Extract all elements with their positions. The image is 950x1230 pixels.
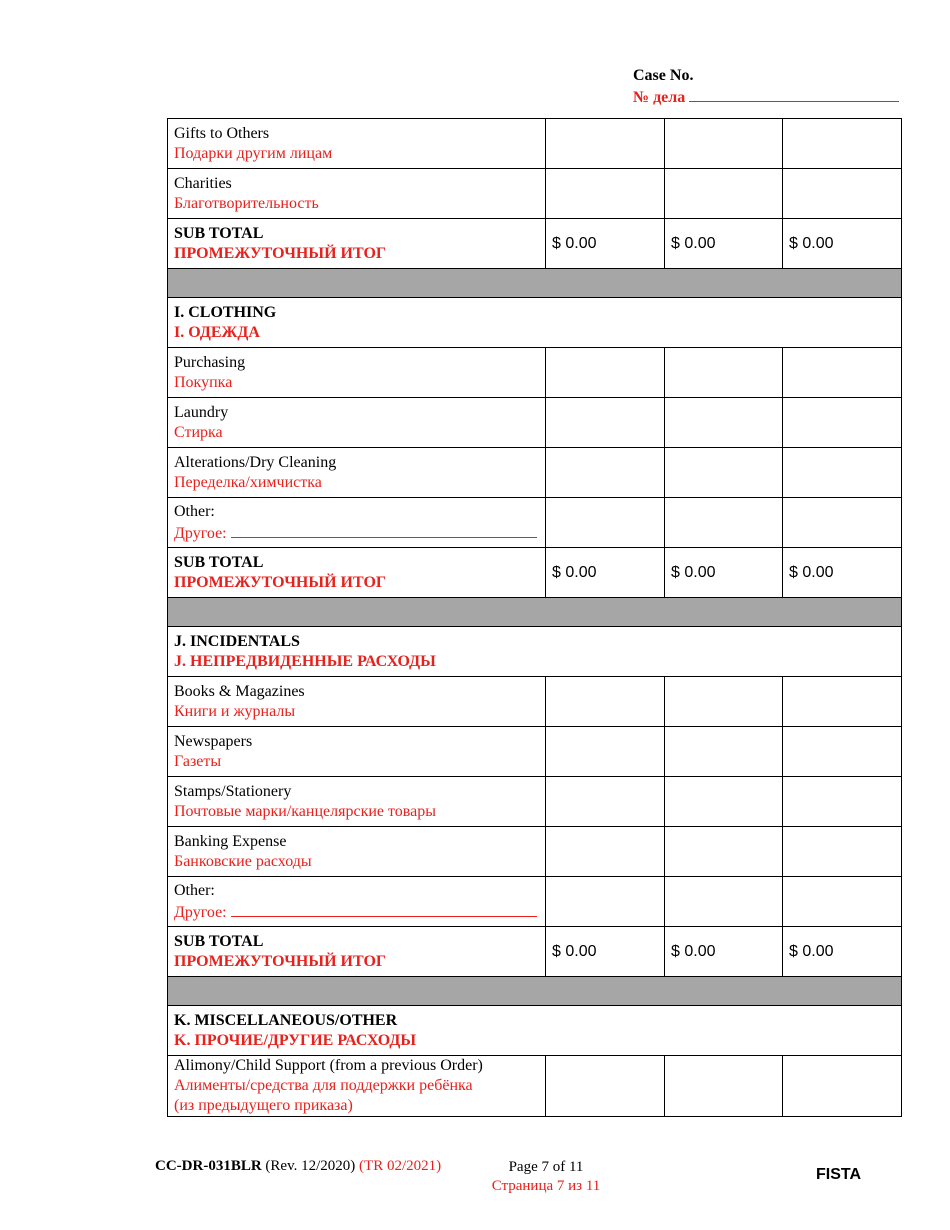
amount-cell[interactable]: [665, 348, 783, 398]
table-row: Books & Magazines Книги и журналы: [168, 677, 902, 727]
table-row: Newspapers Газеты: [168, 727, 902, 777]
amount-cell[interactable]: [783, 348, 902, 398]
subtotal-row: SUB TOTAL ПРОМЕЖУТОЧНЫЙ ИТОГ $ 0.00 $ 0.00 $ 0.00: [168, 219, 902, 269]
amount-cell[interactable]: [546, 777, 665, 827]
subtotal-amount: $ 0.00: [546, 548, 665, 598]
case-no-label: Case No.: [633, 67, 694, 84]
form-code: CC-DR-031BLR (Rev. 12/2020) (TR 02/2021): [155, 1158, 442, 1174]
amount-cell[interactable]: [546, 348, 665, 398]
amount-cell[interactable]: [665, 777, 783, 827]
amount-cell[interactable]: [665, 398, 783, 448]
expense-table: [167, 118, 902, 1117]
amount-cell[interactable]: [665, 677, 783, 727]
section-header-row: K. MISCELLANEOUS/OTHER K. ПРОЧИЕ/ДРУГИЕ РАСХОДЫ: [168, 1006, 902, 1056]
amount-cell[interactable]: [783, 727, 902, 777]
amount-cell[interactable]: [546, 398, 665, 448]
section-header-row: I. CLOTHING I. ОДЕЖДА: [168, 298, 902, 348]
amount-cell[interactable]: [665, 448, 783, 498]
case-no-label-ru: № дела: [633, 89, 686, 106]
section-header-row: J. INCIDENTALS J. НЕПРЕДВИДЕННЫЕ РАСХОДЫ: [168, 627, 902, 677]
subtotal-amount: $ 0.00: [665, 219, 783, 269]
amount-cell[interactable]: [783, 398, 902, 448]
case-number-field[interactable]: [689, 86, 899, 102]
amount-cell[interactable]: [783, 498, 902, 548]
separator-row: [168, 598, 902, 627]
table-row: Laundry Стирка: [168, 398, 902, 448]
amount-cell[interactable]: [546, 677, 665, 727]
section-title: I. CLOTHING: [174, 303, 277, 321]
subtotal-amount: $ 0.00: [665, 927, 783, 977]
amount-cell[interactable]: [783, 448, 902, 498]
page-number: Page 7 of 11 Страница 7 из 11: [491, 1159, 601, 1194]
separator-row: [168, 977, 902, 1006]
amount-cell[interactable]: [546, 498, 665, 548]
subtotal-amount: $ 0.00: [546, 219, 665, 269]
amount-cell[interactable]: [665, 119, 783, 169]
amount-cell[interactable]: [783, 119, 902, 169]
amount-cell[interactable]: [783, 677, 902, 727]
table-row: Purchasing Покупка: [168, 348, 902, 398]
amount-cell[interactable]: [665, 498, 783, 548]
subtotal-amount: $ 0.00: [783, 219, 902, 269]
subtotal-row: SUB TOTAL ПРОМЕЖУТОЧНЫЙ ИТОГ $ 0.00 $ 0.00 $ 0.00: [168, 927, 902, 977]
table-row: Alterations/Dry Cleaning Переделка/химчистка: [168, 448, 902, 498]
subtotal-amount: $ 0.00: [783, 927, 902, 977]
amount-cell[interactable]: [783, 827, 902, 877]
amount-cell[interactable]: [665, 727, 783, 777]
separator-row: [168, 269, 902, 298]
amount-cell[interactable]: [783, 877, 902, 927]
amount-cell[interactable]: [546, 169, 665, 219]
amount-cell[interactable]: [665, 827, 783, 877]
amount-cell[interactable]: [783, 169, 902, 219]
amount-cell[interactable]: [546, 1056, 665, 1117]
amount-cell[interactable]: [546, 727, 665, 777]
table-row: Stamps/Stationery Почтовые марки/канцелярские товары: [168, 777, 902, 827]
amount-cell[interactable]: [665, 1056, 783, 1117]
amount-cell[interactable]: [546, 827, 665, 877]
fista-label: FISTA: [816, 1166, 862, 1183]
table-row: Alimony/Child Support (from a previous Order) Алименты/средства для поддержки ребёнка (из предыдущего приказа): [168, 1056, 902, 1117]
table-row: Banking Expense Банковские расходы: [168, 827, 902, 877]
table-row: Gifts to Others Подарки другим лицам: [168, 119, 902, 169]
subtotal-row: SUB TOTAL ПРОМЕЖУТОЧНЫЙ ИТОГ $ 0.00 $ 0.00 $ 0.00: [168, 548, 902, 598]
case-number-header: [633, 66, 899, 108]
amount-cell[interactable]: [783, 1056, 902, 1117]
amount-cell[interactable]: [783, 777, 902, 827]
section-title: J. INCIDENTALS: [174, 632, 300, 650]
table-row: Other: Другое:: [168, 498, 902, 548]
amount-cell[interactable]: [546, 119, 665, 169]
subtotal-amount: $ 0.00: [665, 548, 783, 598]
table-row: Charities Благотворительность: [168, 169, 902, 219]
amount-cell[interactable]: [546, 448, 665, 498]
other-description-field[interactable]: [231, 522, 537, 538]
subtotal-amount: $ 0.00: [546, 927, 665, 977]
amount-cell[interactable]: [665, 877, 783, 927]
subtotal-amount: $ 0.00: [783, 548, 902, 598]
amount-cell[interactable]: [665, 169, 783, 219]
section-title: K. MISCELLANEOUS/OTHER: [174, 1011, 398, 1029]
other-description-field[interactable]: [231, 901, 537, 917]
amount-cell[interactable]: [546, 877, 665, 927]
table-row: Other: Другое:: [168, 877, 902, 927]
